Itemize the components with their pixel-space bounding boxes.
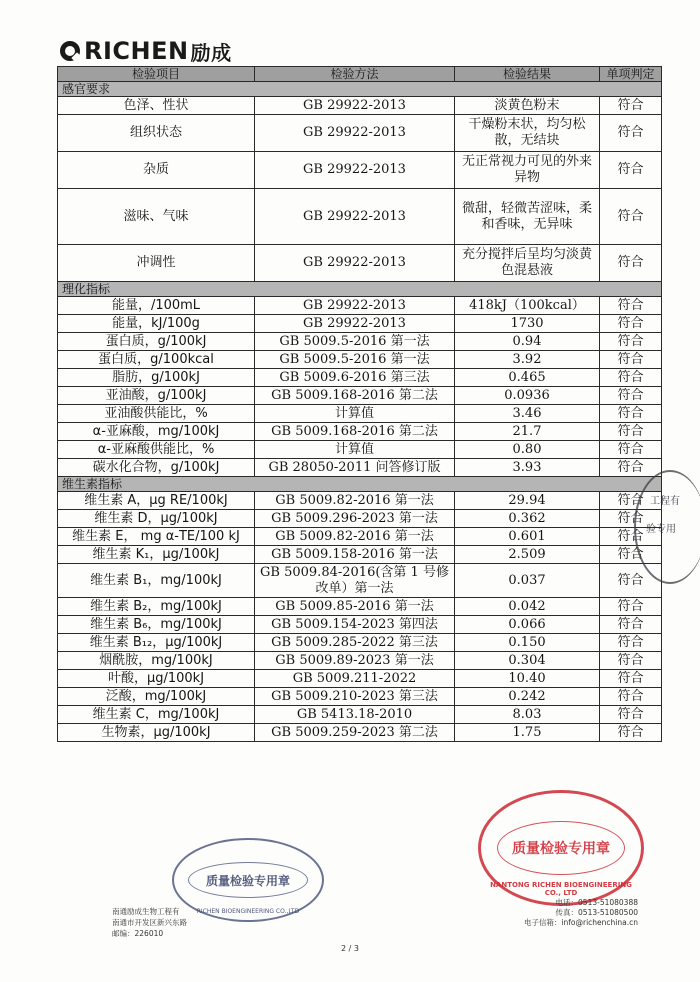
table-row — [58, 616, 662, 634]
method-cell: GB 5009.168-2016 第二法 — [255, 423, 455, 441]
item-cell: 蛋白质，g/100kcal — [58, 351, 255, 369]
method-cell: GB 5009.210-2023 第三法 — [255, 688, 455, 706]
richen-logo-icon — [60, 41, 80, 61]
result-cell: 0.601 — [455, 528, 600, 546]
column-header: 检验方法 — [255, 67, 455, 82]
item-cell: 烟酰胺，mg/100kJ — [58, 652, 255, 670]
item-cell: 维生素 B₆，mg/100kJ — [58, 616, 255, 634]
item-cell: 维生素 B₁₂，μg/100kJ — [58, 634, 255, 652]
section-header-row — [58, 477, 662, 492]
result-cell: 0.362 — [455, 510, 600, 528]
result-cell: 0.94 — [455, 333, 600, 351]
table-row — [58, 706, 662, 724]
method-cell: GB 5009.5-2016 第一法 — [255, 333, 455, 351]
section-header-row — [58, 282, 662, 297]
item-cell: 维生素 C，mg/100kJ — [58, 706, 255, 724]
result-cell: 无正常视力可见的外来异物 — [455, 152, 600, 189]
method-cell: GB 29922-2013 — [255, 245, 455, 282]
verdict-cell: 符合 — [600, 405, 662, 423]
table-row — [58, 564, 662, 598]
method-cell: GB 29922-2013 — [255, 115, 455, 152]
table-row — [58, 97, 662, 115]
page-number: 2 / 3 — [341, 944, 359, 953]
verdict-cell: 符合 — [600, 423, 662, 441]
verdict-cell: 符合 — [600, 510, 662, 528]
method-cell: GB 5009.89-2023 第一法 — [255, 652, 455, 670]
method-cell: GB 29922-2013 — [255, 189, 455, 245]
method-cell: 计算值 — [255, 405, 455, 423]
result-cell: 8.03 — [455, 706, 600, 724]
method-cell: GB 29922-2013 — [255, 297, 455, 315]
result-cell: 1.75 — [455, 724, 600, 742]
result-cell: 1730 — [455, 315, 600, 333]
seal-center-text: 质量检验专用章 — [497, 821, 625, 875]
result-cell: 0.465 — [455, 369, 600, 387]
result-cell: 0.242 — [455, 688, 600, 706]
result-cell: 3.92 — [455, 351, 600, 369]
table-row — [58, 670, 662, 688]
footer-address: 南通励成生物工程有 南通市开发区新兴东路 邮编：226010 — [112, 907, 187, 938]
table-row — [58, 387, 662, 405]
table-row — [58, 652, 662, 670]
table-row — [58, 510, 662, 528]
method-cell: GB 28050-2011 问答修订版 — [255, 459, 455, 477]
table-row — [58, 423, 662, 441]
method-cell: GB 5009.296-2023 第一法 — [255, 510, 455, 528]
method-cell: GB 29922-2013 — [255, 152, 455, 189]
table-row — [58, 315, 662, 333]
table-row — [58, 297, 662, 315]
method-cell: GB 5009.285-2022 第三法 — [255, 634, 455, 652]
item-cell: 亚油酸供能比，% — [58, 405, 255, 423]
table-row — [58, 634, 662, 652]
method-cell: GB 5009.154-2023 第四法 — [255, 616, 455, 634]
table-header-row — [58, 67, 662, 82]
result-cell: 干燥粉末状，均匀松散，无结块 — [455, 115, 600, 152]
result-cell: 10.40 — [455, 670, 600, 688]
item-cell: 滋味、气味 — [58, 189, 255, 245]
result-cell: 418kJ（100kcal） — [455, 297, 600, 315]
method-cell: GB 5009.158-2016 第一法 — [255, 546, 455, 564]
quality-inspection-seal-red — [478, 790, 644, 906]
item-cell: 能量，kJ/100g — [58, 315, 255, 333]
method-cell: GB 5009.211-2022 — [255, 670, 455, 688]
item-cell: 亚油酸，g/100kJ — [58, 387, 255, 405]
result-cell: 0.066 — [455, 616, 600, 634]
method-cell: GB 5009.168-2016 第二法 — [255, 387, 455, 405]
table-row — [58, 189, 662, 245]
result-cell: 3.46 — [455, 405, 600, 423]
verdict-cell: 符合 — [600, 492, 662, 510]
item-cell: α-亚麻酸供能比，% — [58, 441, 255, 459]
item-cell: 生物素，μg/100kJ — [58, 724, 255, 742]
quality-inspection-seal-blue — [172, 838, 324, 922]
table-row — [58, 598, 662, 616]
method-cell: GB 5009.84-2016(含第 1 号修改单）第一法 — [255, 564, 455, 598]
table-row — [58, 459, 662, 477]
table-row — [58, 369, 662, 387]
item-cell: 组织状态 — [58, 115, 255, 152]
verdict-cell: 符合 — [600, 351, 662, 369]
company-logo — [60, 36, 232, 66]
item-cell: 碳水化合物，g/100kJ — [58, 459, 255, 477]
verdict-cell: 符合 — [600, 315, 662, 333]
verdict-cell: 符合 — [600, 369, 662, 387]
table-row — [58, 245, 662, 282]
table-row — [58, 441, 662, 459]
verdict-cell: 符合 — [600, 724, 662, 742]
item-cell: 维生素 B₁，mg/100kJ — [58, 564, 255, 598]
item-cell: 维生素 D，μg/100kJ — [58, 510, 255, 528]
table-row — [58, 492, 662, 510]
section-title: 感官要求 — [58, 82, 662, 97]
method-cell: GB 5413.18-2010 — [255, 706, 455, 724]
table-row — [58, 351, 662, 369]
verdict-cell: 符合 — [600, 441, 662, 459]
verdict-cell: 符合 — [600, 115, 662, 152]
item-cell: 色泽、性状 — [58, 97, 255, 115]
verdict-cell: 符合 — [600, 670, 662, 688]
column-header: 单项判定 — [600, 67, 662, 82]
item-cell: 维生素 B₂，mg/100kJ — [58, 598, 255, 616]
verdict-cell: 符合 — [600, 564, 662, 598]
result-cell: 0.150 — [455, 634, 600, 652]
item-cell: α-亚麻酸，mg/100kJ — [58, 423, 255, 441]
verdict-cell: 符合 — [600, 634, 662, 652]
verdict-cell: 符合 — [600, 333, 662, 351]
method-cell: GB 5009.82-2016 第一法 — [255, 528, 455, 546]
method-cell: GB 29922-2013 — [255, 97, 455, 115]
result-cell: 0.304 — [455, 652, 600, 670]
verdict-cell: 符合 — [600, 459, 662, 477]
verdict-cell: 符合 — [600, 189, 662, 245]
result-cell: 淡黄色粉末 — [455, 97, 600, 115]
table-row — [58, 115, 662, 152]
result-cell: 0.037 — [455, 564, 600, 598]
result-cell: 0.042 — [455, 598, 600, 616]
method-cell: GB 5009.6-2016 第三法 — [255, 369, 455, 387]
seal-stamp-partial: 工程有 验专用 — [634, 470, 700, 584]
table-row — [58, 688, 662, 706]
method-cell: 计算值 — [255, 441, 455, 459]
item-cell: 维生素 K₁，μg/100kJ — [58, 546, 255, 564]
verdict-cell: 符合 — [600, 152, 662, 189]
section-header-row — [58, 82, 662, 97]
item-cell: 能量，/100mL — [58, 297, 255, 315]
table-row — [58, 152, 662, 189]
column-header: 检验项目 — [58, 67, 255, 82]
result-cell: 2.509 — [455, 546, 600, 564]
verdict-cell: 符合 — [600, 97, 662, 115]
item-cell: 叶酸，μg/100kJ — [58, 670, 255, 688]
seal-center-text: 质量检验专用章 — [188, 862, 308, 898]
verdict-cell: 符合 — [600, 387, 662, 405]
verdict-cell: 符合 — [600, 245, 662, 282]
verdict-cell: 符合 — [600, 528, 662, 546]
table-row — [58, 546, 662, 564]
logo-text: RICHEN — [84, 37, 189, 65]
table-row — [58, 405, 662, 423]
item-cell: 杂质 — [58, 152, 255, 189]
logo-text-cn: 励成 — [190, 40, 232, 65]
table-row — [58, 724, 662, 742]
method-cell: GB 5009.85-2016 第一法 — [255, 598, 455, 616]
item-cell: 蛋白质，g/100kJ — [58, 333, 255, 351]
verdict-cell: 符合 — [600, 297, 662, 315]
item-cell: 维生素 A，μg RE/100kJ — [58, 492, 255, 510]
table-row — [58, 528, 662, 546]
seal-rim-text: NANTONG RICHEN BIOENGINEERING CO., LTD — [490, 881, 632, 897]
result-cell: 29.94 — [455, 492, 600, 510]
method-cell: GB 5009.82-2016 第一法 — [255, 492, 455, 510]
footer-contact: 电话：0513-51080388 传真：0513-51080500 电子信箱：info@richenchina.cn — [523, 898, 638, 927]
verdict-cell: 符合 — [600, 652, 662, 670]
verdict-cell: 符合 — [600, 598, 662, 616]
item-cell: 泛酸，mg/100kJ — [58, 688, 255, 706]
item-cell: 冲调性 — [58, 245, 255, 282]
section-title: 维生素指标 — [58, 477, 662, 492]
table-row — [58, 333, 662, 351]
verdict-cell: 符合 — [600, 706, 662, 724]
method-cell: GB 5009.259-2023 第二法 — [255, 724, 455, 742]
method-cell: GB 5009.5-2016 第一法 — [255, 351, 455, 369]
verdict-cell: 符合 — [600, 688, 662, 706]
column-header: 检验结果 — [455, 67, 600, 82]
result-cell: 0.80 — [455, 441, 600, 459]
seal-rim-text: RICHEN BIOENGINEERING CO.,LTD — [196, 908, 300, 915]
item-cell: 脂肪，g/100kJ — [58, 369, 255, 387]
method-cell: GB 29922-2013 — [255, 315, 455, 333]
verdict-cell: 符合 — [600, 616, 662, 634]
result-cell: 0.0936 — [455, 387, 600, 405]
result-cell: 21.7 — [455, 423, 600, 441]
section-title: 理化指标 — [58, 282, 662, 297]
verdict-cell: 符合 — [600, 546, 662, 564]
item-cell: 维生素 E， mg α-TE/100 kJ — [58, 528, 255, 546]
result-cell: 充分搅拌后呈均匀淡黄色混悬液 — [455, 245, 600, 282]
inspection-table — [57, 66, 662, 742]
result-cell: 微甜，轻微苦涩味，柔和香味，无异味 — [455, 189, 600, 245]
result-cell: 3.93 — [455, 459, 600, 477]
